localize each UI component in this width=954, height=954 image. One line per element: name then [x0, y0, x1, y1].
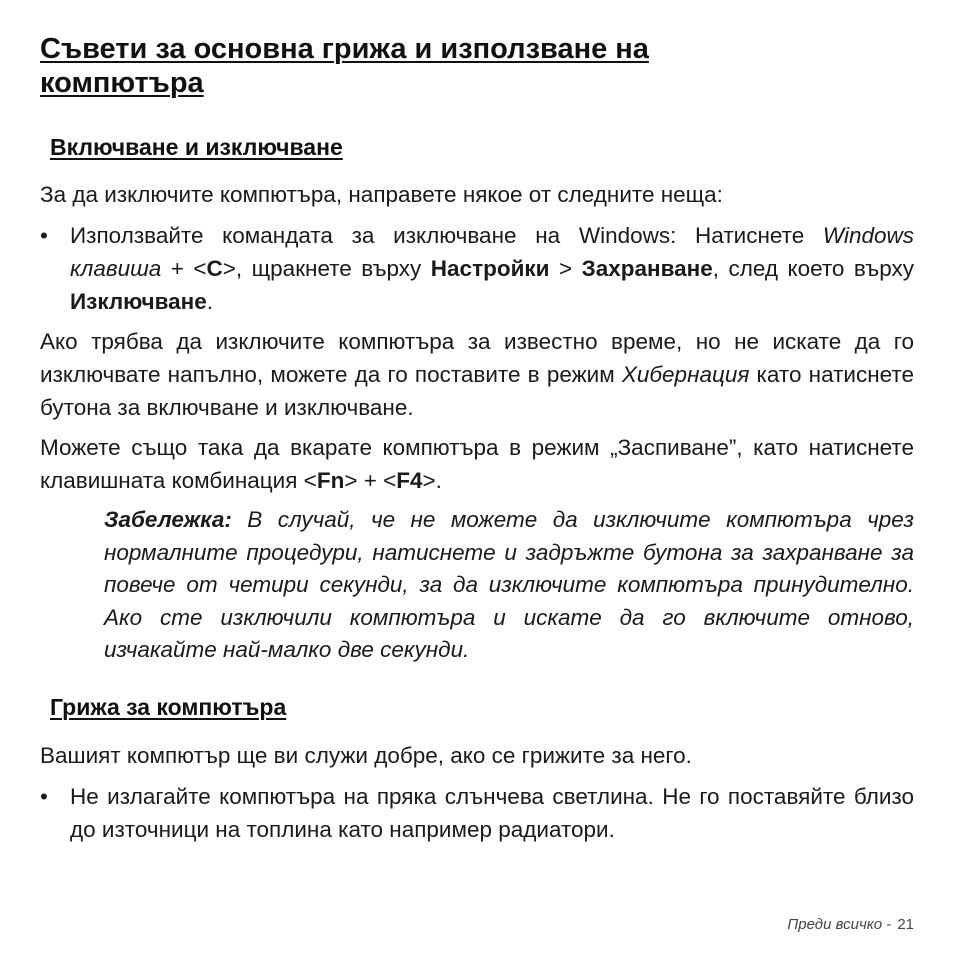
note-box: Забележка: В случай, че не можете да изключите компютъра чрез нормалните процедури, натиснете и задръжте бутона за захранване за повече от четири секунди, за да изключите компютъра принудително. Ако сте изключили компютъра и искате да го включите отново, изчакайте най-малко две секунди.	[104, 507, 914, 662]
power-intro: За да изключите компютъра, направете някое от следните неща:	[40, 182, 723, 207]
footer-label: Преди всичко -	[787, 916, 892, 933]
care-intro: Вашият компютър ще ви служи добре, ако се грижите за него.	[40, 742, 692, 768]
section-heading-power: Включване и изключване	[50, 134, 343, 160]
page-footer	[787, 916, 914, 933]
bullet-marker: •	[40, 783, 48, 809]
hibernate-paragraph: Ако трябва да изключите компютъра за известно време, но не искате да го изключвате напълно, можете да го поставите в режим Хибернация като натиснете бутона за включване и изключване.	[40, 329, 914, 420]
bullet-marker: •	[40, 223, 48, 248]
list-item-sunlight: • Не излагайте компютъра на пряка слънчева светлина. Не го поставяйте близо до източници на топлина като например радиатори.	[40, 780, 914, 846]
page-title	[40, 32, 914, 100]
list-item-shutdown: • Използвайте командата за изключване на Windows: Натиснете Windows клавиша + <C>, щракнете върху Настройки > Захранване, след което върху Изключване.	[40, 219, 914, 318]
page-number: 21	[897, 916, 914, 933]
page-content	[40, 32, 914, 846]
note-label: Забележка:	[104, 507, 232, 532]
title-line-2: компютъра	[40, 67, 204, 99]
section-heading-care: Грижа за компютъра	[50, 693, 287, 720]
sleep-paragraph: Можете също така да вкарате компютъра в режим „Заспиване”, като натиснете клавишната комбинация <Fn> + <F4>.	[40, 435, 914, 493]
title-line-1: Съвети за основна грижа и използване на	[40, 33, 649, 65]
